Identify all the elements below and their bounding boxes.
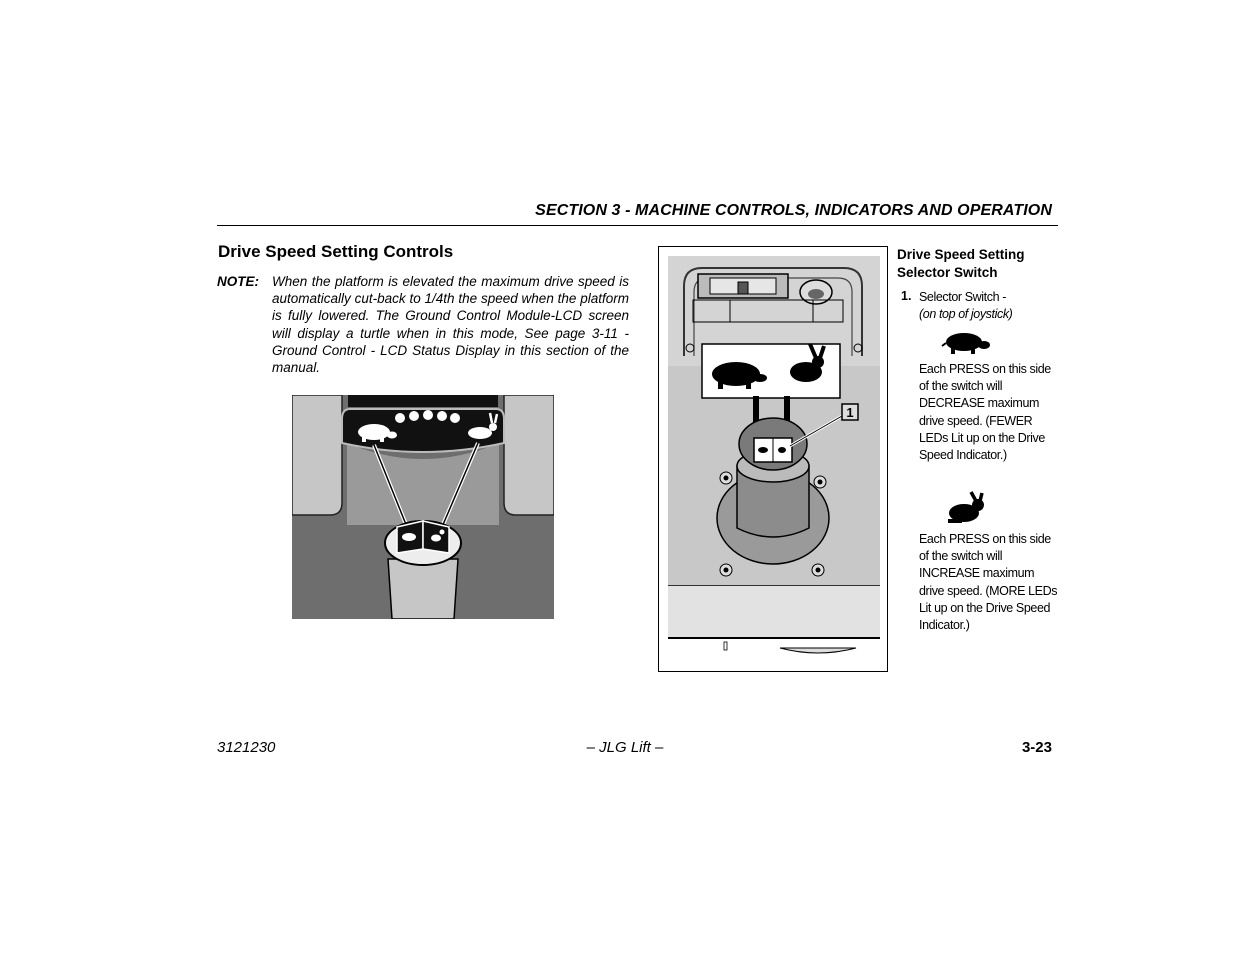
header-divider xyxy=(217,225,1058,226)
item-label: Selector Switch - xyxy=(919,290,1006,304)
rabbit-icon xyxy=(944,491,988,525)
decrease-description: Each PRESS on this side of the switch will DECREASE maximum drive speed. (FEWER LEDs Lit up on the Drive Speed Indicator.) xyxy=(919,362,1051,463)
footer-title: – JLG Lift – xyxy=(586,739,664,756)
increase-description: Each PRESS on this side of the switch will INCREASE maximum drive speed. (MORE LEDs Lit up on the Drive Speed Indicator.) xyxy=(919,532,1058,633)
page-number: 3-23 xyxy=(1021,739,1052,756)
item-label-block xyxy=(919,289,1059,323)
item-sublabel: (on top of joystick) xyxy=(919,307,1013,322)
figure-caption-title: Drive Speed Setting Selector Switch xyxy=(897,247,1025,280)
callout-label-1: 1 xyxy=(846,405,854,420)
selector-switch-illustration xyxy=(668,256,880,666)
section-header-title: SECTION 3 - MACHINE CONTROLS, INDICATORS AND OPERATION xyxy=(535,202,1052,219)
document-number: 3121230 xyxy=(217,739,276,756)
section-heading: Drive Speed Setting Controls xyxy=(218,242,454,261)
item-number: 1. xyxy=(901,289,912,303)
drive-speed-indicator-illustration xyxy=(292,395,554,619)
note-label: NOTE: xyxy=(217,274,259,289)
turtle-icon xyxy=(941,327,993,357)
note-text: When the platform is elevated the maximum drive speed is automatically cut-back to 1/4th the speed when the platform is fully lowered. The Ground Control Module-LCD screen will display a turtle when in this mode, See page 3-11 - Ground Control - LCD Status Display in this section of the manual. xyxy=(272,274,629,376)
